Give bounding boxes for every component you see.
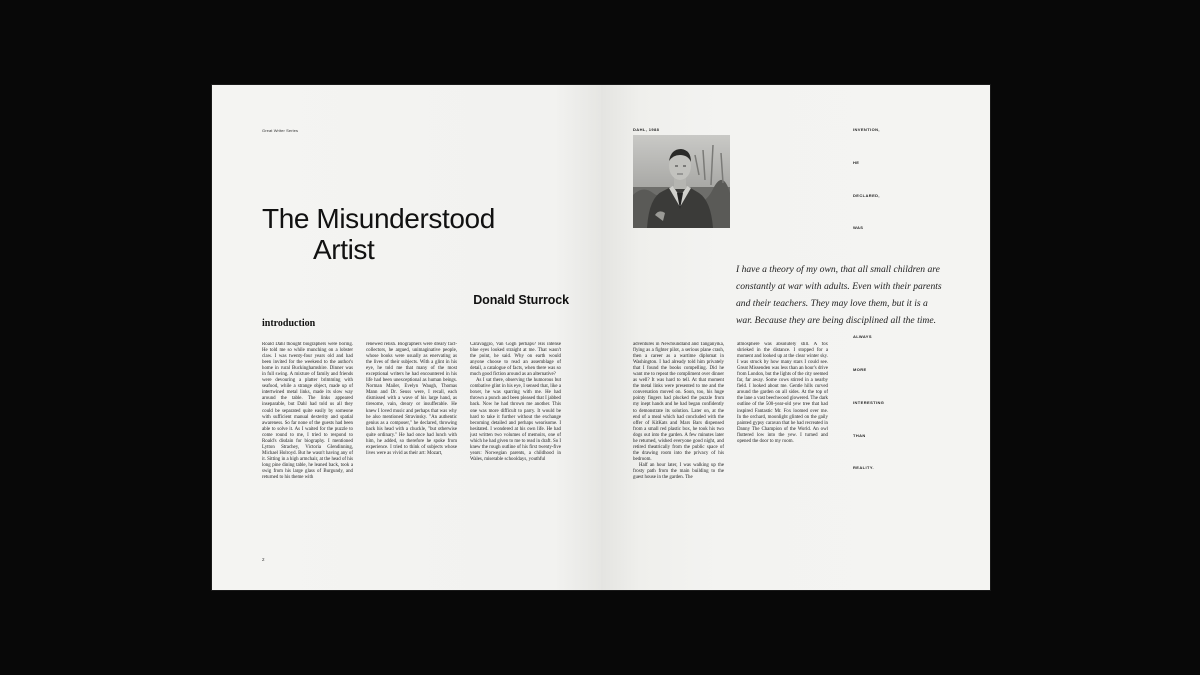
left-column-1 bbox=[262, 342, 353, 542]
section-heading: introduction bbox=[262, 318, 316, 329]
title-line-1: The Misunderstood bbox=[262, 203, 495, 234]
vertical-word: DECLARED, bbox=[853, 193, 880, 198]
vertical-word: WAS bbox=[853, 225, 864, 230]
title-line-2: Artist bbox=[313, 234, 375, 265]
body-paragraph: Caravaggio, Van Gogh perhaps? His intense blue eyes looked straight at me. That wasn't the point, he said. Why on earth would anyone choose to read an assemblage of detail, a catalogue of facts, when there was so much good fiction around as an alternative? bbox=[470, 342, 561, 378]
vertical-word: INVENTION, bbox=[853, 127, 880, 132]
vertical-word: REALITY. bbox=[853, 465, 874, 470]
vertical-word: ALWAYS bbox=[853, 334, 872, 339]
photo-caption: DAHL, 1988 bbox=[633, 127, 660, 132]
author-portrait-photo bbox=[633, 135, 730, 228]
series-label: Great Writer Series bbox=[262, 128, 299, 133]
magazine-spread bbox=[212, 85, 990, 590]
body-paragraph: renewed relish. Biographers were dreary fact-collectors, he argued, unimaginative people, whose books were usually as enervating as the lives of their subjects. With a glint in his eye, he told me that many of the most exceptional writers he had encountered in his life had been unexceptional as human beings. Norman Mailer, Evelyn Waugh, Thomas Mann and Dr. Seuss were, I recall, each dismissed with a wave of his large hand, as tiresome, vain, dreary or insufferable. He knew I loved music and perhaps that was why he also mentioned Stravinsky. "An authentic genius as a composer," he declared, throwing back his head with a chuckle, "but otherwise quite ordinary." He had once had lunch with him, he added, so therefore he spoke from experience. I tried to think of subjects whose lives were as vivid as their art: Mozart, bbox=[366, 342, 457, 456]
body-paragraph: Roald Dahl thought biographers were boring. He told me so while munching on a lobster claw. I was twenty-four years old and had been invited for the weekend to the author's home in rural Buckinghamshire. Dinner was in full swing. A mixture of family and friends were devouring a platter brimming with seafood, while a strange object, made up of intertwined metal links, made its slow way around the table. The links appeared inseparable, but Dahl had told us all they could be separated quite easily by someone with sufficient manual dexterity and spatial awareness. So far none of the guests had been able to solve it. As I waited for the puzzle to come round to me, I tried to respond to Roald's disdain for biography. I mentioned Lytton Strachey, Victoria Glendinning, Michael Holroyd. But he wasn't having any of it. Sitting in a high armchair, at the head of his long pine dining table, he leaned back, took a swig from his large glass of Burgundy, and returned to his theme with bbox=[262, 342, 353, 481]
article-title bbox=[262, 203, 495, 265]
left-column-2 bbox=[366, 342, 457, 494]
vertical-word: INTERESTING bbox=[853, 400, 885, 405]
left-column-3 bbox=[470, 342, 561, 530]
pull-quote: I have a theory of my own, that all small children are constantly at war with adults. Even with their parents and their teachers. They may love them, but it is a war. Because they are being disciplined all the time. bbox=[736, 264, 942, 326]
right-column-2 bbox=[737, 342, 828, 488]
body-paragraph: adventures in Newfoundland and Tanganyika, flying as a fighter pilot, a serious plane crash, then a career as a wartime diplomat in Washington. I had already told him privately that I found the books compelling. Did he want me to repeat the compliment over dinner as well? It was hard to tell. At that moment the metal links were presented to me and the conversation moved on. Soon, too, his huge pointy fingers had plucked the puzzle from my inept hands and he had began confidently to demonstrate its solution. Later on, at the end of a meal which had concluded with the offer of KitKats and Mars Bars dispensed from a small red plastic box, he took his two dogs out into the garden. A few minutes later he returned, wished everyone good night, and retired theatrically from the public space of the drawing room into the privacy of his bedroom. bbox=[633, 342, 724, 462]
body-paragraph: atmosphere was absolutely still. A fox shrieked in the distance. I stopped for a moment and looked up at the clear winter sky. I was struck by how many stars I could see. Great Missenden was less than an hour's drive from London, but the lights of the city seemed far, far away. Some cows stirred in a nearby field. I looked about me. Gentle hills curved around the garden on all sides. At the top of the lane a vast beechwood glowered. The dark outline of the 500-year-old yew tree that had inspired Fantastic Mr. Fox loomed over me. In the orchard, moonlight glinted on the gaily painted gypsy caravan that he had recreated in Danny The Champion of the World. An owl fluttered low into the yew. I turned and opened the door to my room. bbox=[737, 342, 828, 444]
author-name: Donald Sturrock bbox=[473, 293, 569, 307]
vertical-word: HE bbox=[853, 160, 860, 165]
page-number: 2 bbox=[262, 557, 265, 562]
right-page bbox=[601, 85, 990, 590]
body-paragraph: As I sat there, observing the humorous but combative glint in his eye, I sensed that, like a boxer, he was sparring with me. He had thrown a punch and been pleased that I jabbed back. Now he had thrown me another. This one was more difficult to parry. It would be hard to take it further without the exchange becoming detailed and perhaps wearisome. I hesitated. I wondered at his own life. He had just written two volumes of memoirs, one of which he had given to me to read in draft. So I knew the rough outline of his first twenty-five years: Norwegian parents, a childhood in Wales, miserable schooldays, youthful bbox=[470, 378, 561, 462]
vertical-word: THAN bbox=[853, 433, 866, 438]
left-page bbox=[212, 85, 601, 590]
vertical-word: MORE bbox=[853, 367, 867, 372]
right-column-1 bbox=[633, 342, 724, 542]
body-paragraph: Half an hour later, I was walking up the frosty path from the main building to the guest house in the garden. The bbox=[633, 462, 724, 481]
